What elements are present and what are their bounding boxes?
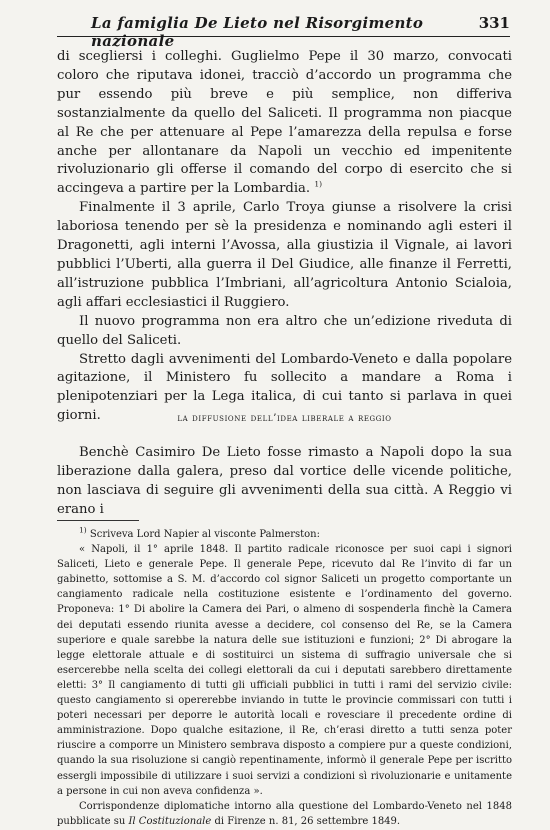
footnote-ref: 1) — [314, 179, 323, 189]
page-header — [57, 12, 510, 50]
page-number: 331 — [478, 14, 510, 32]
footnotes — [57, 527, 512, 829]
paragraph: Benchè Casimiro De Lieto fosse rimasto a Napoli dopo la sua liberazione dalla galera, preso dal vortice delle vicende politiche, non lasciava di seguire gli avvenimenti della sua città. A Reggio vi erano i — [57, 445, 512, 517]
paragraph: Finalmente il 3 aprile, Carlo Troya giunse a risolvere la crisi laboriosa tenendo per sè la presidenza e nominando agli esteri il Dragonetti, agli interni l’Avossa, alla giustizia il Vignale, ai lavori pubblici l’Uberti, alla guerra il Del Giudice, alle finanze il Ferretti, all’istruzione pubblica l’Imbriani, all’agricoltura Antonio Scialoia, agli affari ecclesiastici il Ruggiero. — [57, 200, 512, 310]
source-title: Il Costituzionale — [128, 815, 212, 827]
source-details: di Firenze n. 81, 26 settembre 1849. — [214, 815, 401, 827]
footnote-intro: Scriveva Lord Napier al visconte Palmerston: — [89, 529, 320, 540]
footnote-source — [57, 799, 512, 829]
paragraph — [57, 48, 512, 199]
main-text — [57, 48, 512, 426]
section-text — [57, 444, 512, 520]
source-text: Corrispondenze diplomatiche intorno alla questione del Lombardo-Veneto nel 1848 pubblicate su — [57, 800, 512, 827]
paragraph: Stretto dagli avvenimenti del Lombardo-Veneto e dalla popolare agitazione, il Ministero fu sollecito a mandare a Roma i plenipotenziari per la Lega italica, di cui tanto si parlava in quei giorni. — [57, 351, 512, 424]
running-title: La famiglia De Lieto nel Risorgimento nazionale — [91, 14, 424, 50]
paragraph-text: di scegliersi i colleghi. Guglielmo Pepe il 30 marzo, convocati coloro che riputava idonei, tracciò d’accordo un programma che pur essendo più breve e più semplice, non differiva sostanzialmente da quello del Saliceti. Il programma non piacque al Re che per attenuare al Pepe l’amarezza della repulsa e forse anche per allontanare da Napoli un vecchio ed impenitente rivoluzionario gli offerse il comando del corpo di esercito che si accingeva a partire per la Lombardia. — [57, 49, 512, 197]
footnote-divider — [57, 520, 139, 521]
section-heading-text: la diffusione dell’idea liberale a reggio — [177, 412, 392, 424]
section-heading — [57, 412, 512, 424]
footnote-quote: « Napoli, il 1° aprile 1848. Il partito radicale riconosce per suoi capi i signori Saliceti, Lieto e generale Pepe. Il generale Pepe, ricevuto dal Re l’invito di far un gabinetto, sottomise a S. M. d’accordo col signor Saliceti un progetto comportante un cangiamento radicale nella costituzione esistente e l’ordinamento del governo. Proponeva: 1° Di abolire la Camera dei Pari, o almeno di sospenderla finchè la Camera dei deputati essendo riunita avesse a decidere, col consenso del Re, se la Camera superiore e quale sarebbe la natura delle sue istituzioni e funzioni; 2° Di abrogare la legge elettorale attuale e di sostituirci un sistema di suffragio universale che si esercerebbe nella scelta dei collegi elettorali da cui i deputati sarebbero direttamente eletti: 3° Il cangiamento di tutti gli ufficiali pubblici in tutti i rami del servizio civile: questo cangiamento si opererebbe inviando in tutte le provincie commissari con tutti i poteri necessari per deporre le autorità locali e rovesciare il precedente ordine di amministrazione. Dopo qualche esitazione, il Re, ch’erasi diretto a tutti senza poter riuscire a comporre un Ministero sembrava disposto a compiere pur a queste condizioni, quando la sua risoluzione si cangiò repentinamente, informò il generale Pepe per iscritto essergli impossibile di utilizzare i suoi servizi a condizioni sì rivoluzionarie e unitamente a persone in cui non aveva confidenza ». — [57, 544, 512, 797]
footnote — [57, 527, 512, 542]
paragraph: Il nuovo programma non era altro che un’edizione riveduta di quello del Saliceti. — [57, 313, 512, 348]
footnote-marker: 1) — [79, 525, 87, 535]
